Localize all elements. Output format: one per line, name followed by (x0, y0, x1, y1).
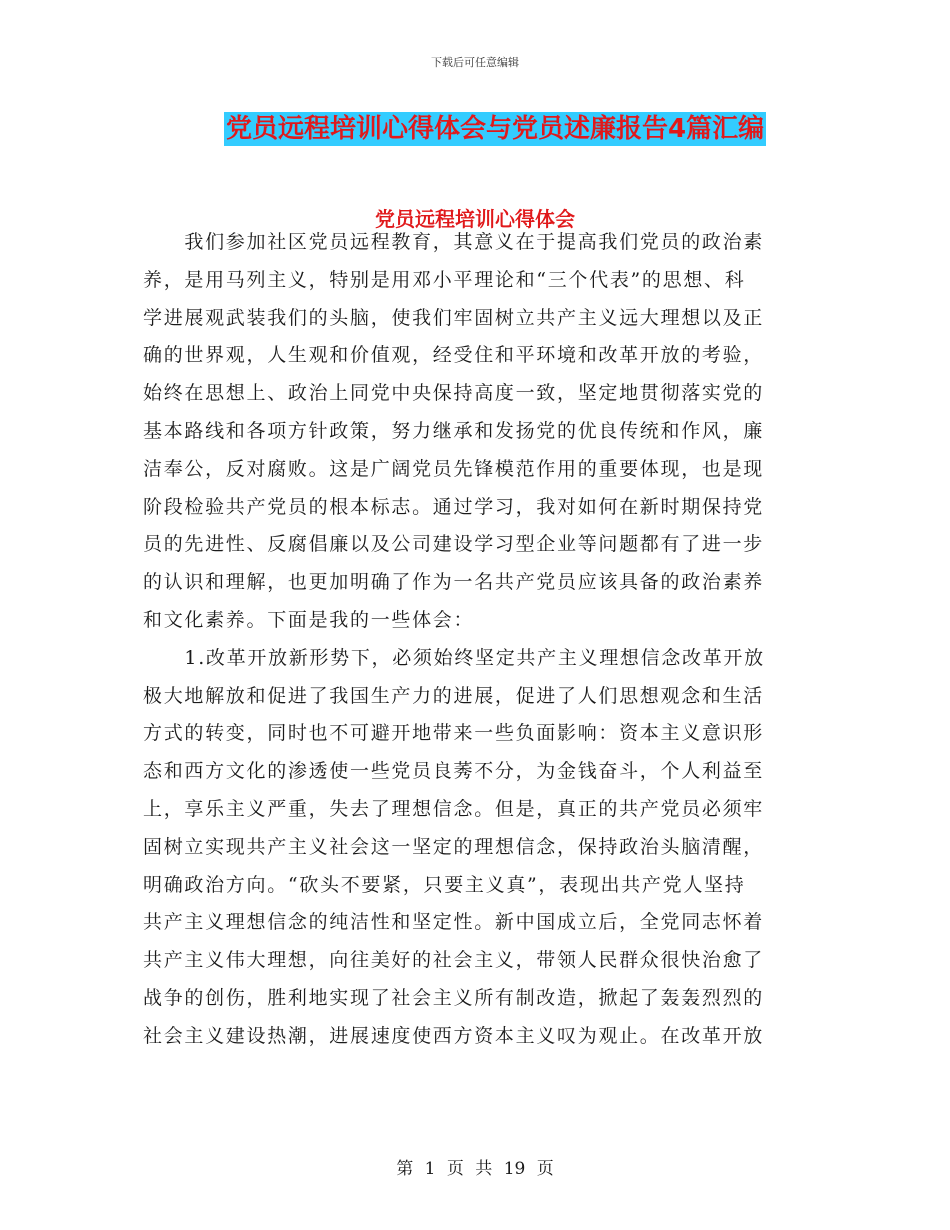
body-line: 养，是用马列主义，特别是用邓小平理论和“三个代表”的思想、科 (143, 268, 746, 291)
body-line: 确的世界观，人生观和价值观，经受住和平环境和改革开放的考验， (143, 344, 765, 367)
body-line: 固树立实现共产主义社会这一坚定的理想信念，保持政治头脑清醒， (143, 835, 765, 858)
body-line: 共产主义理想信念的纯洁性和坚定性。新中国成立后，全党同志怀着 (143, 911, 765, 934)
header-note: 下载后可任意编辑 (431, 56, 519, 69)
body-line: 阶段检验共产党员的根本标志。通过学习，我对如何在新时期保持党 (143, 495, 765, 518)
body-line: 员的先进性、反腐倡廉以及公司建设学习型企业等问题都有了进一步 (143, 533, 765, 556)
body-line: 的认识和理解，也更加明确了作为一名共产党员应该具备的政治素养 (143, 571, 765, 594)
body-line: 我们参加社区党员远程教育，其意义在于提高我们党员的政治素 (143, 231, 765, 253)
body-line: 上，享乐主义严重，失去了理想信念。但是，真正的共产党员必须牢 (143, 797, 765, 820)
body-line: 共产主义伟大理想，向往美好的社会主义，带领人民群众很快治愈了 (143, 949, 765, 972)
document-title: 党员远程培训心得体会与党员述廉报告4篇汇编 (226, 114, 765, 144)
body-text (143, 224, 795, 1056)
body-line: 战争的创伤，胜利地实现了社会主义所有制改造，掀起了轰轰烈烈的 (143, 986, 765, 1009)
page-number: 第 1 页 共 19 页 (396, 1159, 554, 1179)
body-line: 学进展观武装我们的头脑，使我们牢固树立共产主义远大理想以及正 (143, 306, 765, 329)
body-line: 极大地解放和促进了我国生产力的进展，促进了人们思想观念和生活 (143, 684, 765, 707)
body-line: 明确政治方向。“砍头不要紧，只要主义真”，表现出共产党人坚持 (143, 873, 746, 896)
body-line: 洁奉公，反对腐败。这是广阔党员先锋模范作用的重要体现，也是现 (143, 457, 765, 480)
section-title: 党员远程培训心得体会 (375, 207, 575, 231)
body-line: 1.改革开放新形势下，必须始终坚定共产主义理想信念改革开放 (143, 646, 765, 669)
body-line: 基本路线和各项方针政策，努力继承和发扬党的优良传统和作风，廉 (143, 419, 765, 442)
body-line: 社会主义建设热潮，进展速度使西方资本主义叹为观止。在改革开放 (143, 1024, 765, 1047)
body-line: 态和西方文化的渗透使一些党员良莠不分，为金钱奋斗，个人利益至 (143, 760, 765, 783)
body-line: 方式的转变，同时也不可避开地带来一些负面影响：资本主义意识形 (143, 722, 765, 745)
body-line: 和文化素养。下面是我的一些体会： (143, 608, 475, 631)
body-line: 始终在思想上、政治上同党中央保持高度一致，坚定地贯彻落实党的 (143, 382, 765, 405)
